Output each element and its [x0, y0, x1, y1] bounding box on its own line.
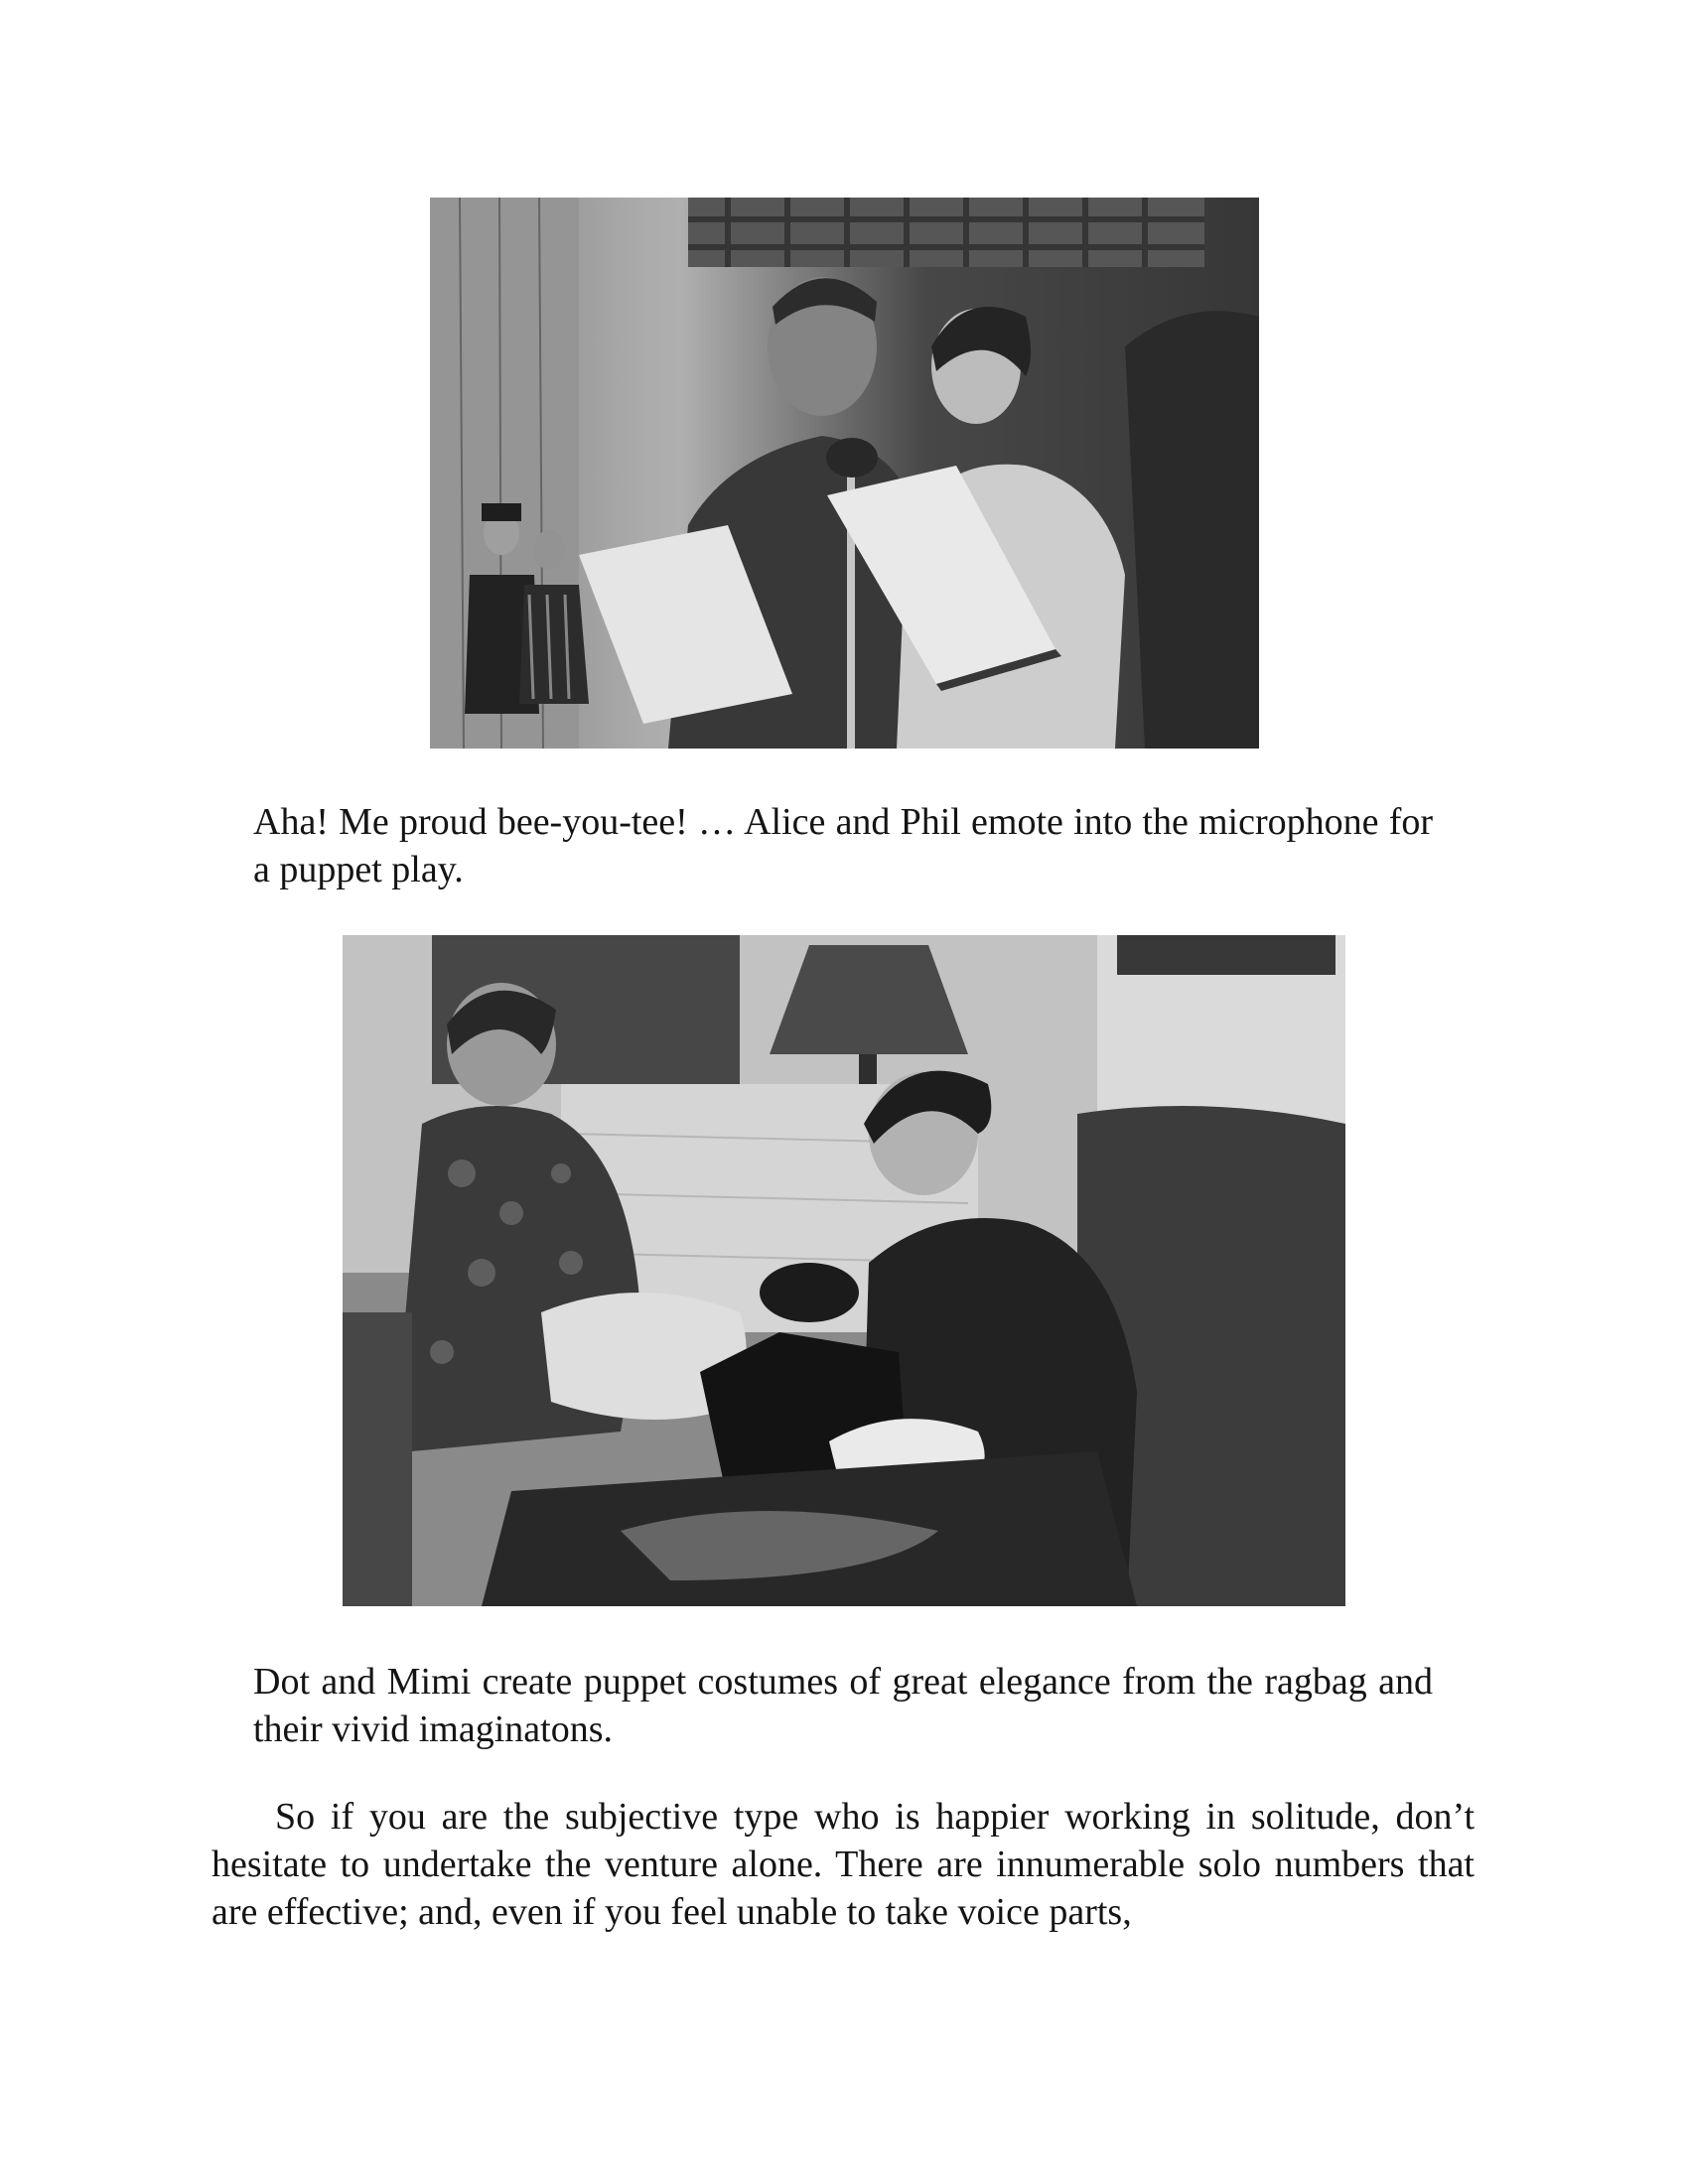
photo-sewing-costumes	[343, 935, 1345, 1606]
caption-microphone-photo: Aha! Me proud bee-you-tee! … Alice and Phil emote into the microphone for a puppet play.	[253, 801, 1433, 890]
caption-sewing-photo: Dot and Mimi create puppet costumes of great elegance from the ragbag and their vivid imaginatons.	[253, 1661, 1433, 1750]
photo-microphone-illustration	[430, 198, 1259, 749]
photo-sewing-illustration	[343, 935, 1345, 1606]
body-paragraph: So if you are the subjective type who is happier working in solitude, don’t hesitate to undertake the venture alone. There are innumerable solo numbers that are effective; and, even if you feel unable to take voice parts,	[211, 1796, 1475, 1933]
photo-microphone-puppet-play	[430, 198, 1259, 749]
